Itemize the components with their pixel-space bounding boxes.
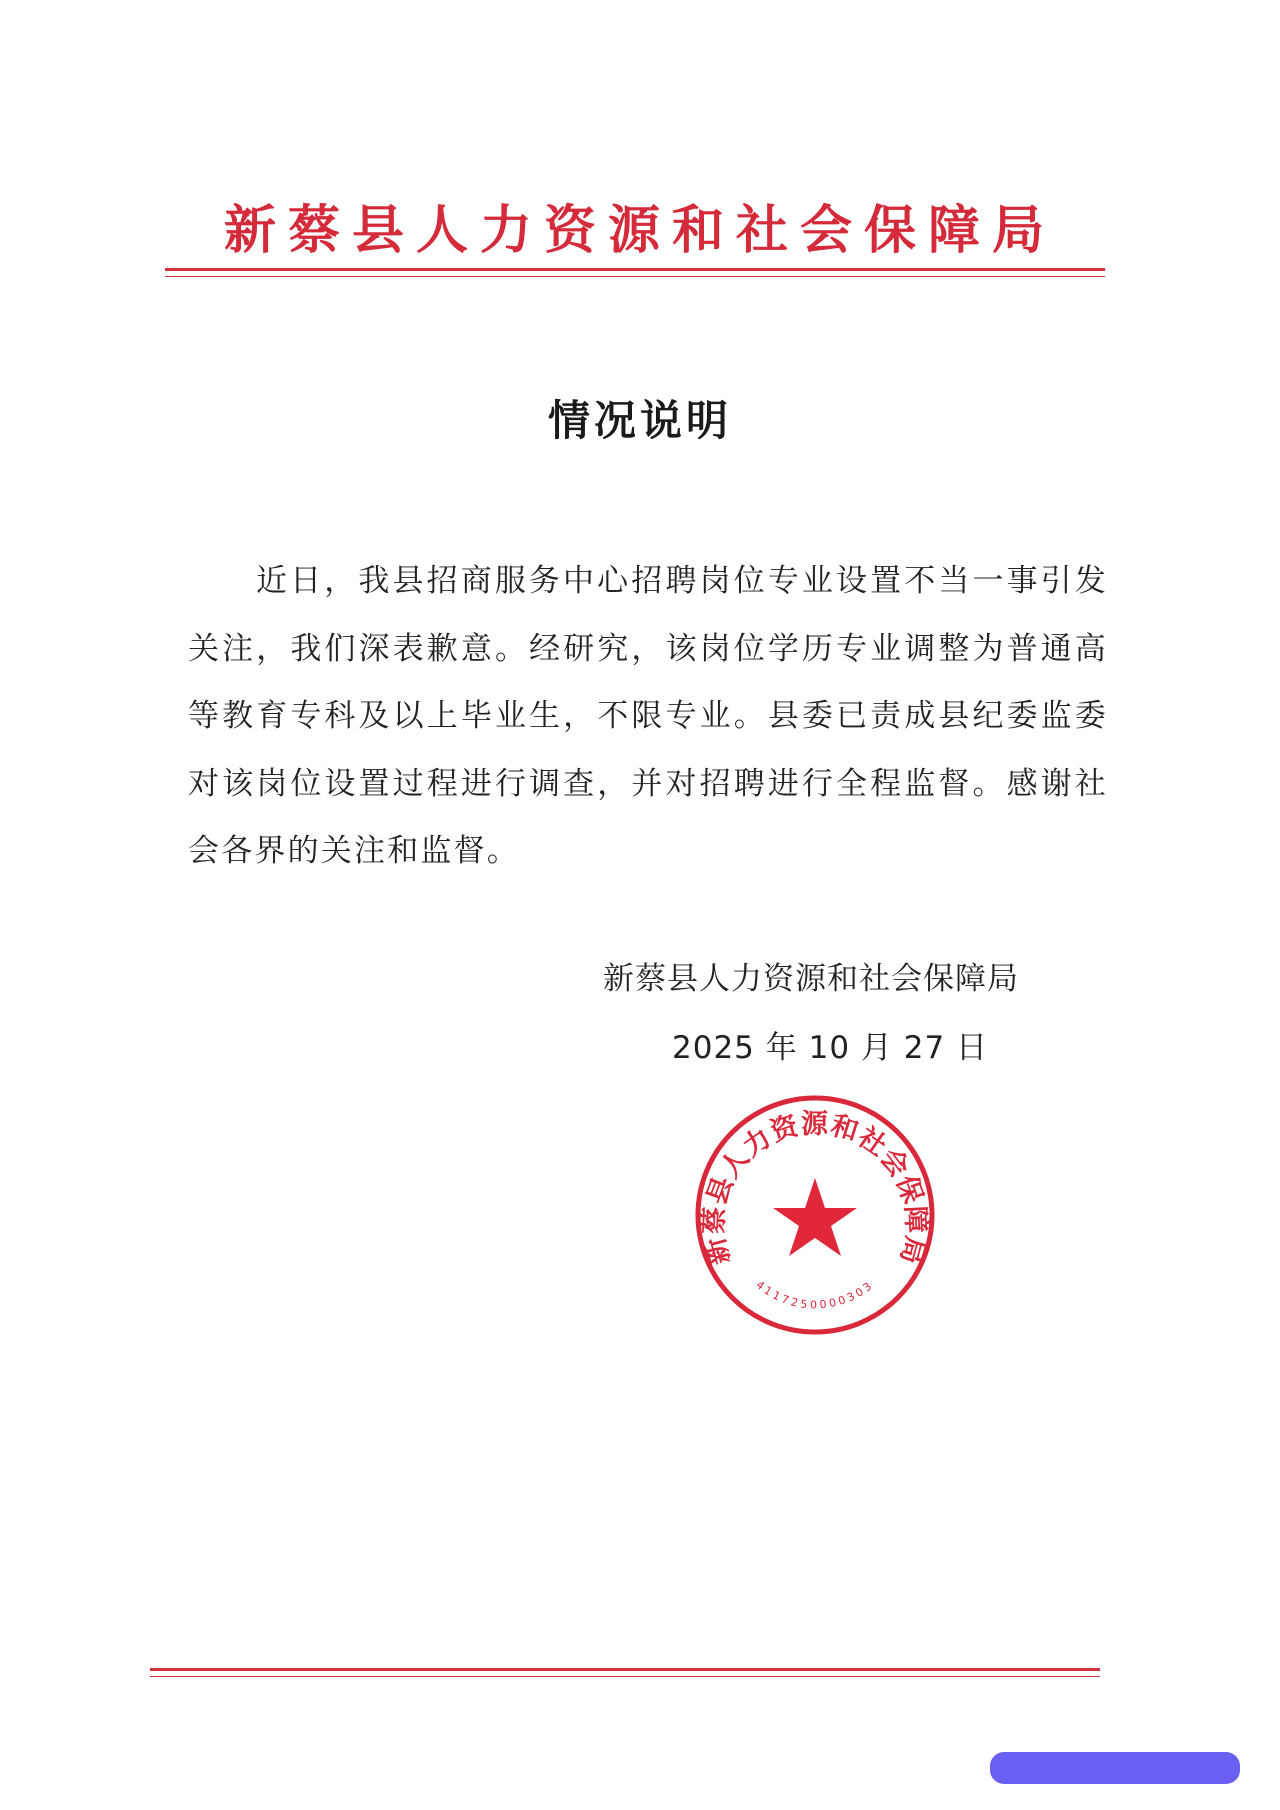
document-title: 情况说明 — [547, 396, 732, 445]
seal-arc-text: 新蔡县人力资源和社会保障局 — [698, 1108, 932, 1269]
footer-rule-thin — [150, 1676, 1100, 1677]
letterhead-rule-thin — [165, 276, 1105, 277]
star-icon — [773, 1178, 857, 1256]
seal-code-text: 4117250000303 — [753, 1278, 877, 1312]
letterhead-organization: 新蔡县人力资源和社会保障局 — [223, 200, 1056, 261]
footer-rule — [150, 1668, 1100, 1671]
signature-organization: 新蔡县人力资源和社会保障局 — [603, 961, 1019, 997]
letterhead-rule — [165, 268, 1105, 271]
redaction-mark — [990, 1752, 1240, 1784]
signature-date: 2025 年 10 月 27 日 — [672, 1030, 989, 1066]
official-seal — [690, 1090, 940, 1340]
document-body: 近日，我县招商服务中心招聘岗位专业设置不当一事引发关注，我们深表歉意。经研究，该岗位学历专业调整为普通高等教育专科及以上毕业生，不限专业。县委已责成县纪委监委对该岗位设置过程进行调查，并对招聘进行全程监督。感谢社会各界的关注和监督。 — [188, 563, 1108, 869]
